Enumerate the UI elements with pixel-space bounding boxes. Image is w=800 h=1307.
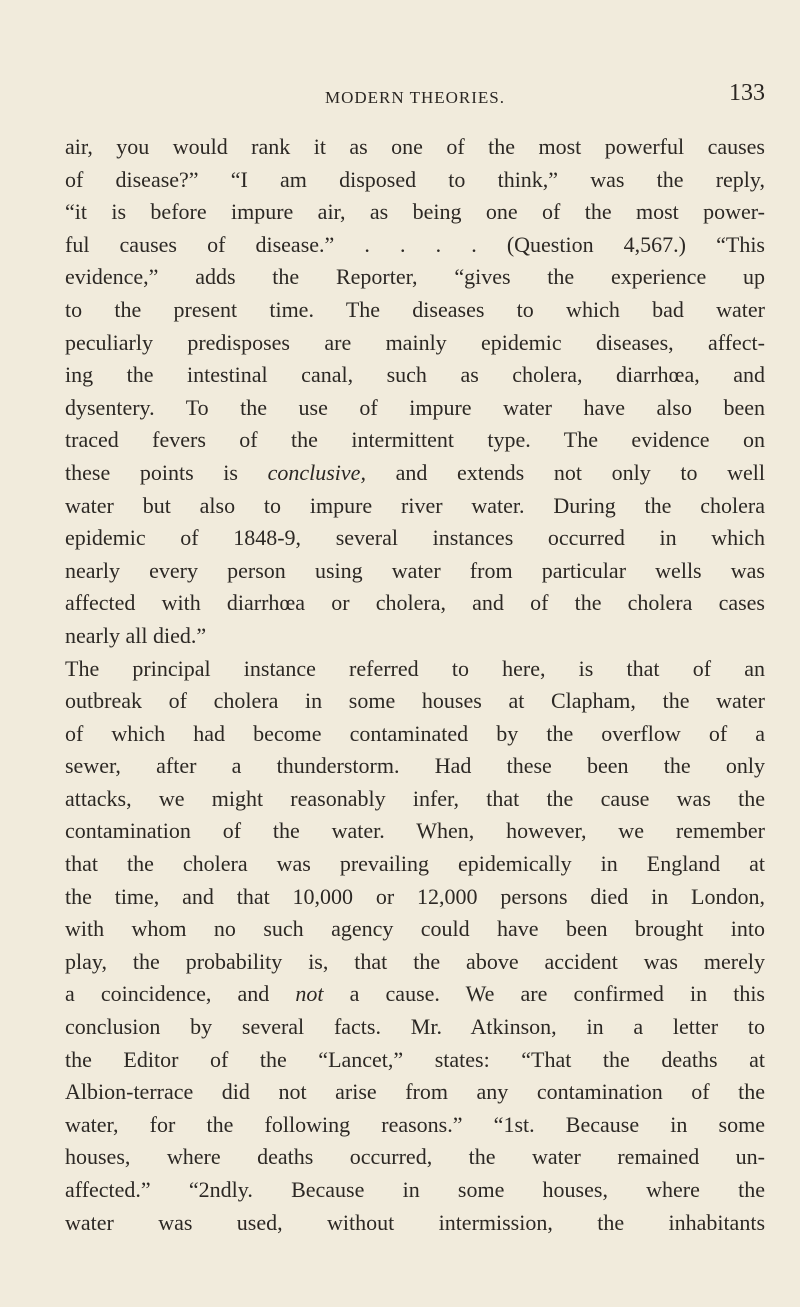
text-line: affected.” “2ndly. Because in some houses, where the (65, 1177, 765, 1202)
text-line: sewer, after a thunderstorm. Had these been the only (65, 753, 765, 779)
text-line: the Editor of the “Lancet,” states: “That the deaths at (65, 1046, 765, 1072)
text-line (65, 457, 765, 490)
text-line: attacks, we might reasonably infer, that the cause was the (65, 785, 765, 811)
emphasis-text: conclusive, (267, 459, 366, 485)
text-line: water but also to impure river water. During the cholera (65, 492, 765, 518)
paragraph-start-line: The principal instance referred to here, is that of an (65, 655, 765, 681)
text-line: to the present time. The diseases to which bad water (65, 296, 765, 322)
text-fragment: and extends not only to well (365, 459, 765, 485)
text-line: traced fevers of the intermittent type. The evidence on (65, 427, 765, 453)
text-line: affected with diarrhœa or cholera, and of the cholera cases (65, 590, 765, 616)
text-line: water, for the following reasons.” “1st. Because in some (65, 1111, 765, 1137)
text-line (65, 978, 765, 1011)
text-line: Albion-terrace did not arise from any contamination of the (65, 1079, 765, 1105)
text-line: the time, and that 10,000 or 12,000 persons died in London, (65, 883, 765, 909)
text-line: nearly every person using water from particular wells was (65, 557, 765, 583)
text-line: “it is before impure air, as being one of the most power- (65, 199, 765, 225)
text-line: air, you would rank it as one of the most powerful causes (65, 134, 765, 159)
text-line: outbreak of cholera in some houses at Clapham, the water (65, 688, 765, 714)
text-line: of which had become contaminated by the overflow of a (65, 720, 765, 746)
text-line: epidemic of 1848-9, several instances occurred in which (65, 525, 765, 551)
text-line: that the cholera was prevailing epidemically in England at (65, 851, 765, 877)
text-fragment: a coincidence, and (65, 981, 296, 1007)
text-line: dysentery. To the use of impure water have also been (65, 394, 765, 420)
text-line: evidence,” adds the Reporter, “gives the experience up (65, 264, 765, 290)
emphasis-text: not (295, 981, 324, 1007)
text-line: peculiarly predisposes are mainly epidemic diseases, affect- (65, 329, 765, 355)
text-line: nearly all died.” (65, 622, 207, 648)
text-line: with whom no such agency could have been brought into (65, 916, 765, 942)
text-fragment: a cause. We are confirmed in this (323, 981, 765, 1007)
text-line: of disease?” “I am disposed to think,” was the reply, (65, 166, 765, 192)
text-line: contamination of the water. When, however, we remember (65, 818, 765, 844)
text-line: ing the intestinal canal, such as cholera, diarrhœa, and (65, 362, 765, 388)
page-header (65, 80, 765, 120)
text-line: ful causes of disease.” . . . . (Question 4,567.) “This (65, 231, 765, 257)
text-line: water was used, without intermission, the inhabitants (65, 1209, 765, 1235)
body-text (65, 131, 765, 1239)
running-head: MODERN THEORIES. (324, 88, 506, 107)
text-line: houses, where deaths occurred, the water remained un- (65, 1144, 765, 1170)
text-line: play, the probability is, that the above accident was merely (65, 948, 765, 974)
page-number: 133 (729, 80, 765, 106)
text-line: conclusion by several facts. Mr. Atkinson, in a letter to (65, 1014, 765, 1040)
text-fragment: these points is (65, 459, 268, 485)
